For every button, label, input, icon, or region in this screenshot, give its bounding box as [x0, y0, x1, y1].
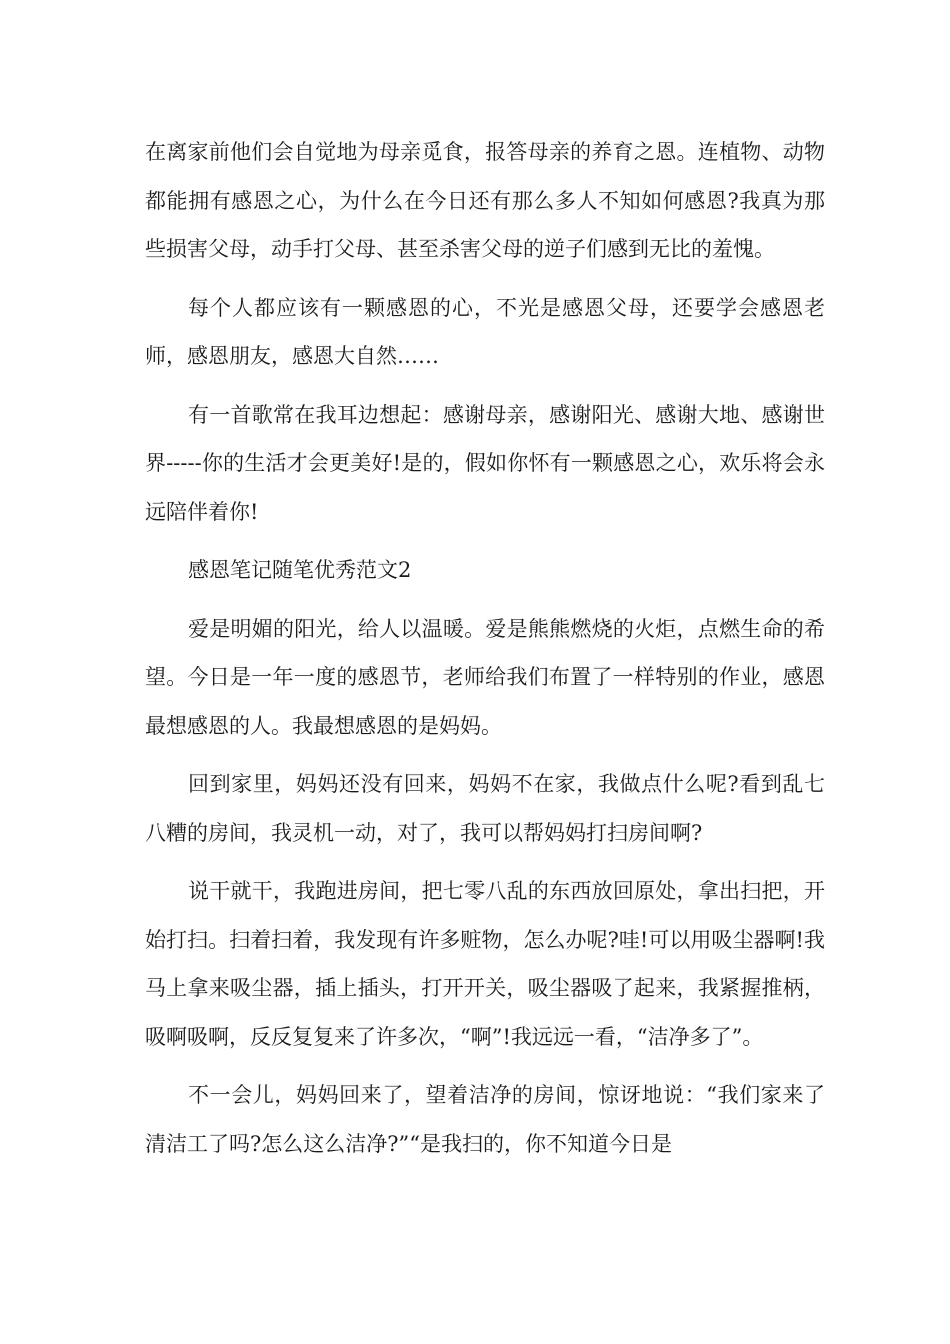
- paragraph-2: 每个人都应该有一颗感恩的心，不光是感恩父母，还要学会感恩老师，感恩朋友，感恩大自然……: [145, 295, 825, 368]
- paragraph-3: 有一首歌常在我耳边想起：感谢母亲，感谢阳光、感谢大地、感谢世界-----你的生活才会更美好!是的，假如你怀有一颗感恩之心，欢乐将会永远陪伴着你!: [145, 402, 825, 524]
- paragraph-7: 不一会儿，妈妈回来了，望着洁净的房间，惊讶地说：“我们家来了清洁工了吗?怎么这么洁净?”“是我扫的，你不知道今日是: [145, 1083, 825, 1156]
- paragraph-1: 在离家前他们会自觉地为母亲觅食，报答母亲的养育之恩。连植物、动物都能拥有感恩之心，为什么在今日还有那么多人不知如何感恩?我真为那些损害父母，动手打父母、甚至杀害父母的逆子们感到无比的羞愧。: [145, 140, 825, 261]
- section-heading: 感恩笔记随笔优秀范文2: [188, 558, 412, 582]
- paragraph-5: 回到家里，妈妈还没有回来，妈妈不在家，我做点什么呢?看到乱七八糟的房间，我灵机一动，对了，我可以帮妈妈打扫房间啊?: [145, 772, 825, 845]
- paragraph-4: 爱是明媚的阳光，给人以温暖。爱是熊熊燃烧的火炬，点燃生命的希望。今日是一年一度的感恩节，老师给我们布置了一样特别的作业，感恩最想感恩的人。我最想感恩的是妈妈。: [145, 616, 825, 738]
- paragraph-6: 说干就干，我跑进房间，把七零八乱的东西放回原处，拿出扫把，开始打扫。扫着扫着，我发现有许多赃物，怎么办呢?哇!可以用吸尘器啊!我马上拿来吸尘器，插上插头，打开开关，吸尘器吸了起来，我紧握推柄，吸啊吸啊，反反复复来了许多次，“啊”!我远远一看，“洁净多了”。: [145, 879, 825, 1049]
- document-body: [145, 128, 825, 1178]
